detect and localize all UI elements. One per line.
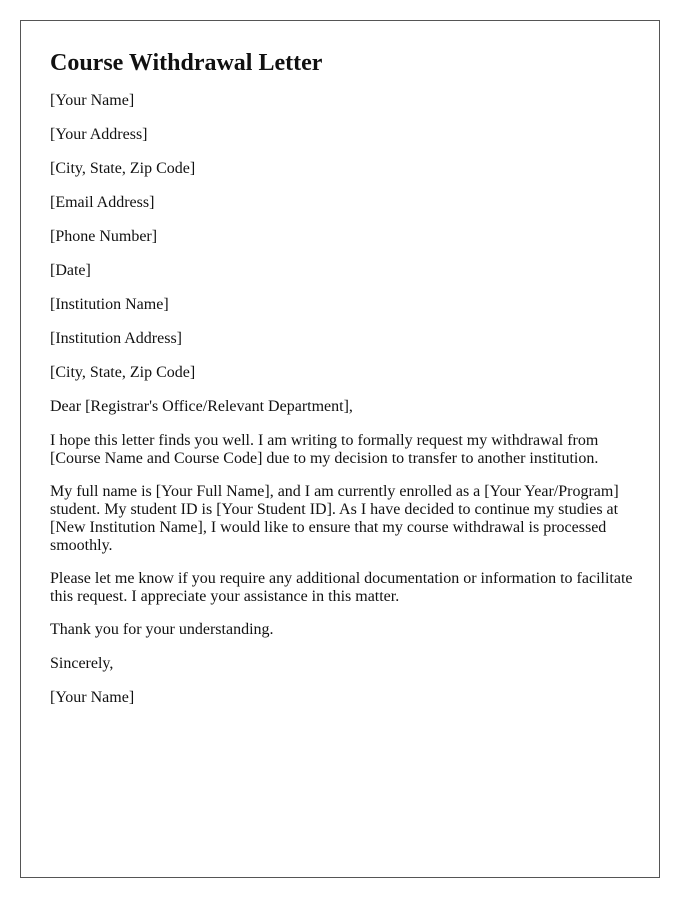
recipient-institution-name: [Institution Name] xyxy=(50,296,169,313)
body-paragraph-intro: I hope this letter finds you well. I am writing to formally request my withdrawal from [Course Name and Course Code] due to my decision to transfer to another institution. xyxy=(50,432,599,467)
sender-city-state-zip: [City, State, Zip Code] xyxy=(50,160,196,177)
sender-address: [Your Address] xyxy=(50,126,148,143)
thanks-line: Thank you for your understanding. xyxy=(50,621,274,638)
signature-name: [Your Name] xyxy=(50,689,135,706)
body-paragraph-details: My full name is [Your Full Name], and I am currently enrolled as a [Your Year/Program] student. My student ID is [Your Student ID]. As I have decided to continue my studies at [New Institution Name], I would like to ensure that my course withdrawal is processed smoothly. xyxy=(50,483,619,554)
letter-page xyxy=(20,20,660,878)
letter-content xyxy=(50,49,650,723)
recipient-institution-address: [Institution Address] xyxy=(50,330,182,347)
salutation: Dear [Registrar's Office/Relevant Department], xyxy=(50,398,353,415)
body-paragraph-request: Please let me know if you require any additional documentation or information to facilitate this request. I appreciate your assistance in this matter. xyxy=(50,570,633,605)
recipient-city-state-zip: [City, State, Zip Code] xyxy=(50,364,196,381)
sender-phone: [Phone Number] xyxy=(50,228,158,245)
sender-name: [Your Name] xyxy=(50,92,135,109)
sender-email: [Email Address] xyxy=(50,194,155,211)
letter-date: [Date] xyxy=(50,262,91,279)
closing-line: Sincerely, xyxy=(50,655,114,672)
page-title: Course Withdrawal Letter xyxy=(50,50,323,76)
